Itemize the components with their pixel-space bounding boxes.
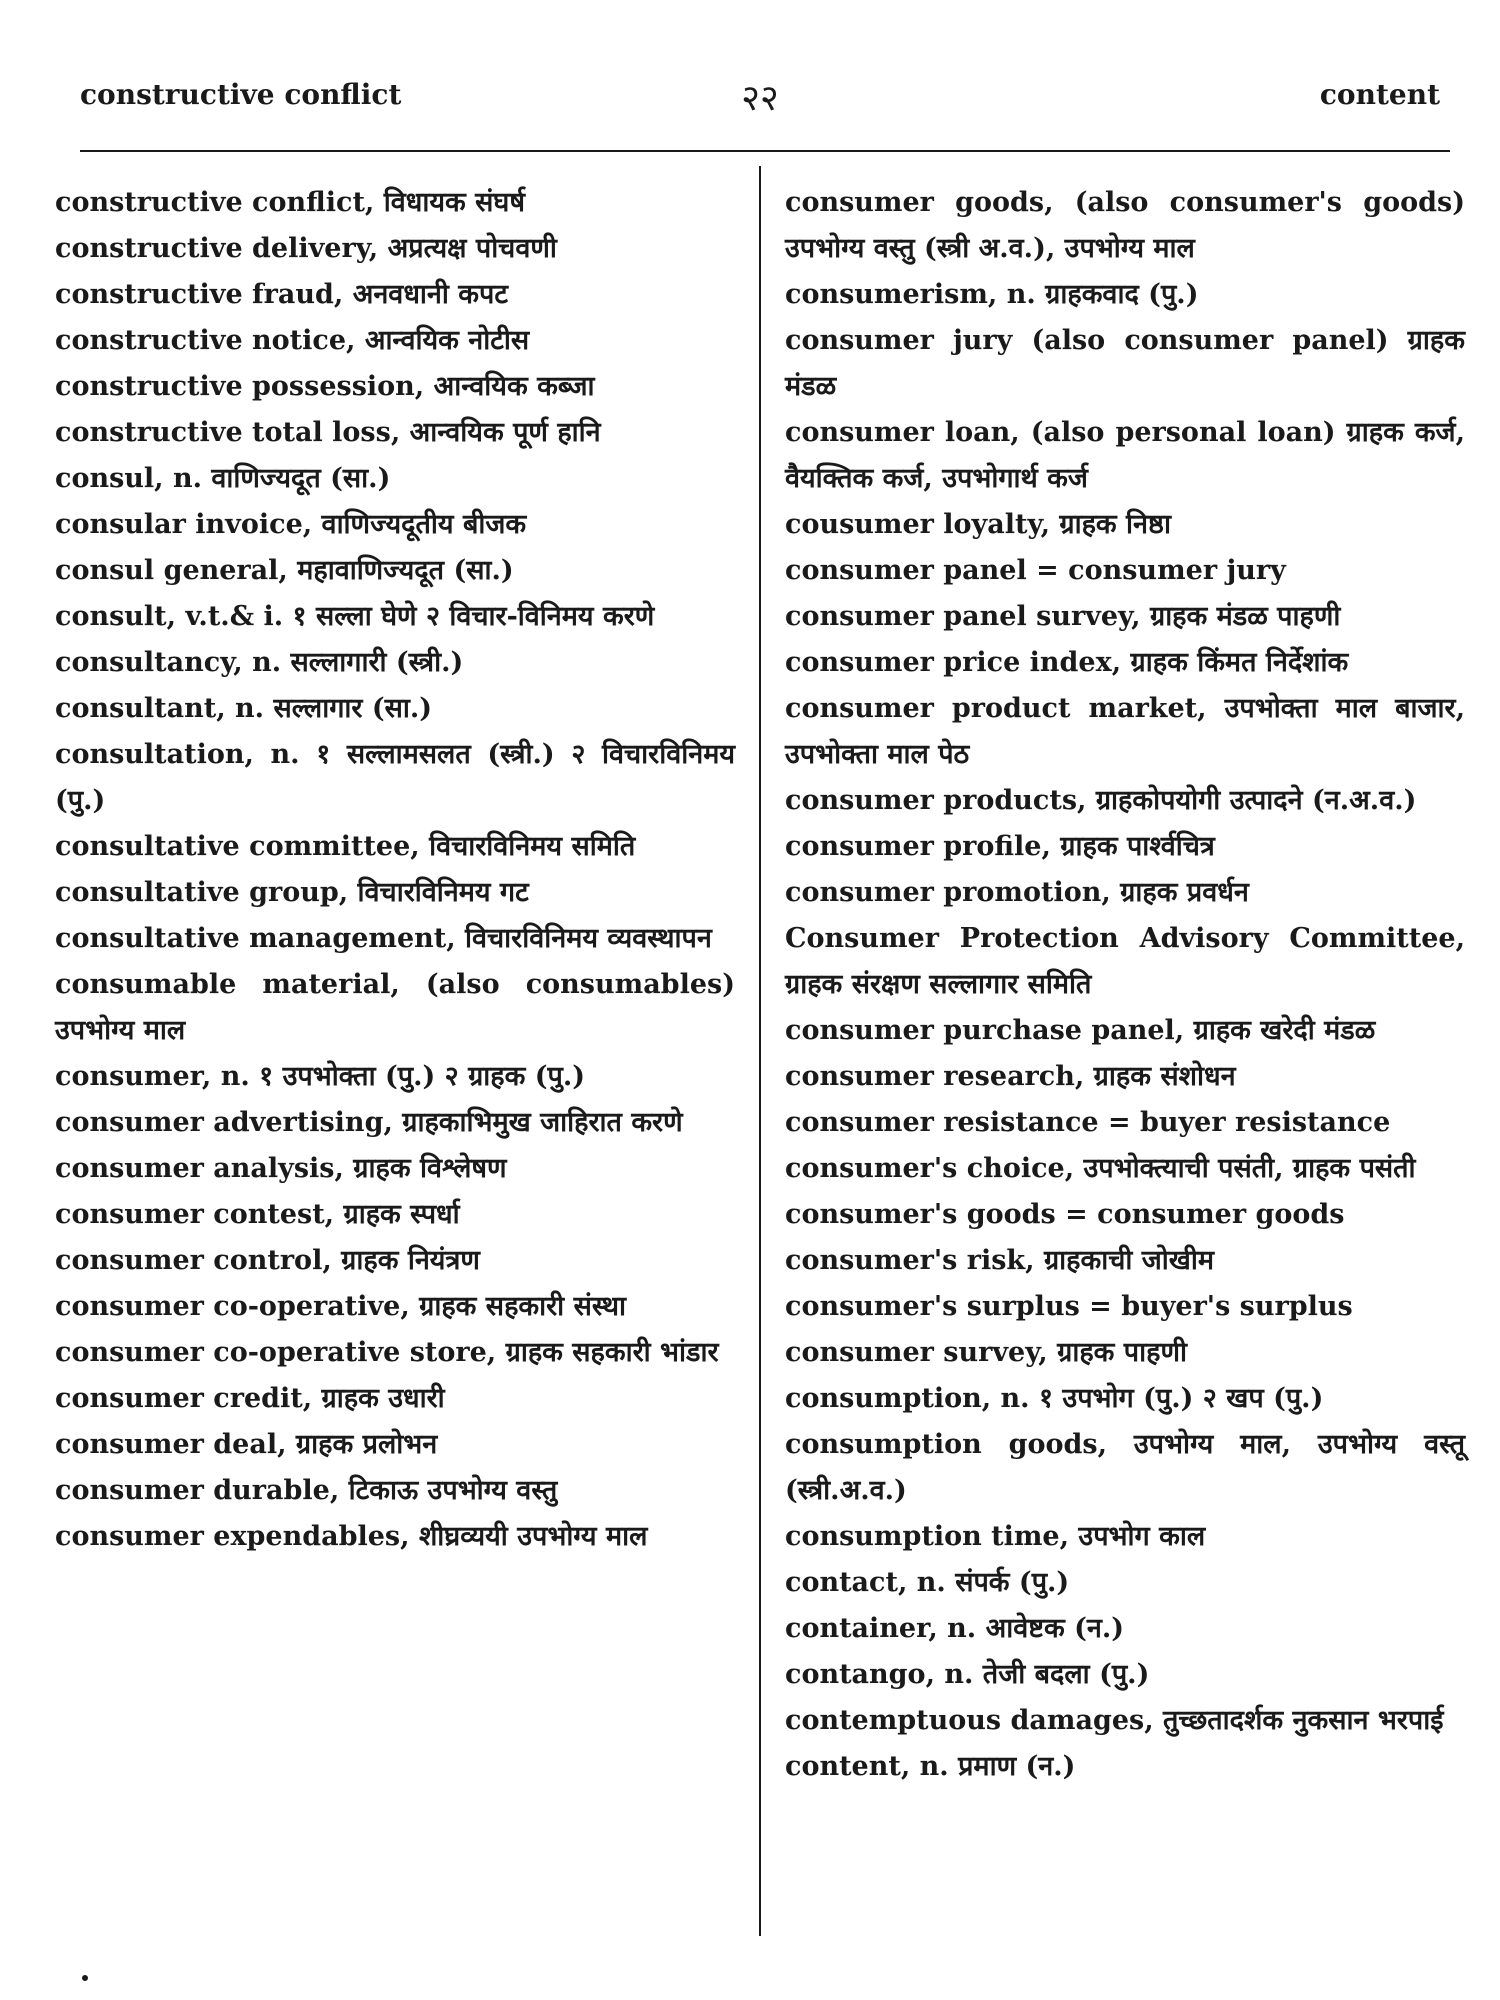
- dictionary-entry: [55, 916, 735, 962]
- entry-term: consumption time,: [785, 1521, 1070, 1552]
- entry-gloss: ग्राहक निष्ठा: [1049, 509, 1171, 540]
- entry-gloss: ग्राहक संरक्षण सल्लागार समिति: [785, 969, 1092, 1000]
- dictionary-entry: [785, 180, 1465, 272]
- entry-term: consumer durable,: [55, 1475, 340, 1506]
- dictionary-entry: [785, 686, 1465, 778]
- entry-term: contango,: [785, 1659, 935, 1690]
- dictionary-entry: [785, 1744, 1465, 1790]
- entry-term: consumer credit,: [55, 1383, 313, 1414]
- entry-term: constructive fraud,: [55, 279, 344, 310]
- dictionary-entry: [785, 1376, 1465, 1422]
- entry-gloss: = consumer goods: [1055, 1199, 1345, 1230]
- left-guide-word: constructive conflict: [80, 78, 402, 111]
- entry-term: consultative group,: [55, 877, 349, 908]
- entry-gloss: n. वाणिज्यदूत (सा.): [163, 463, 391, 494]
- entry-gloss: v.t.& i. १ सल्ला घेणे २ विचार-विनिमय करणे: [176, 601, 655, 632]
- entry-gloss: n. १ उपभोग (पु.) २ खप (पु.): [991, 1383, 1324, 1414]
- dictionary-entry: [785, 272, 1465, 318]
- entry-term: consumer goods,: [785, 187, 1054, 218]
- entry-term: consumer's risk,: [785, 1245, 1035, 1276]
- dictionary-entry: [55, 824, 735, 870]
- entry-gloss: n. १ उपभोक्ता (पु.) २ ग्राहक (पु.): [211, 1061, 586, 1092]
- dictionary-entry: [785, 778, 1465, 824]
- entry-term: constructive delivery,: [55, 233, 379, 264]
- dictionary-entry: [785, 1560, 1465, 1606]
- dictionary-entry: [785, 502, 1465, 548]
- dictionary-entry: [785, 1100, 1465, 1146]
- dictionary-entry: [55, 1330, 735, 1376]
- entry-term: consumerism,: [785, 279, 998, 310]
- dictionary-entry: [785, 916, 1465, 1008]
- entry-term: consult,: [55, 601, 177, 632]
- entry-gloss: n. १ सल्लामसलत (स्त्री.) २ विचारविनिमय (पु.): [55, 739, 735, 816]
- entry-term: consumer expendables,: [55, 1521, 410, 1552]
- dictionary-entry: [55, 1100, 735, 1146]
- entry-term: consumption,: [785, 1383, 992, 1414]
- entry-gloss: n. सल्लागार (सा.): [225, 693, 433, 724]
- entry-term: consumer jury: [785, 325, 1013, 356]
- dictionary-entry: [55, 1514, 735, 1560]
- entry-term: consumer deal,: [55, 1429, 287, 1460]
- entry-gloss: आन्वयिक कब्जा: [424, 371, 595, 402]
- dictionary-entry: [55, 226, 735, 272]
- entry-term: constructive conflict,: [55, 187, 375, 218]
- entry-gloss: अप्रत्यक्ष पोचवणी: [378, 233, 557, 264]
- entry-gloss: n. आवेष्टक (न.): [937, 1613, 1125, 1644]
- dictionary-entry: [785, 824, 1465, 870]
- entry-term: constructive notice,: [55, 325, 356, 356]
- dictionary-entry: [55, 456, 735, 502]
- entry-term: consular invoice,: [55, 509, 313, 540]
- entry-gloss: ग्राहक मंडळ पाहणी: [1140, 601, 1341, 632]
- dictionary-entry: [55, 502, 735, 548]
- entry-gloss: ग्राहक सहकारी भांडार: [496, 1337, 719, 1368]
- entry-gloss: आन्वयिक पूर्ण हानि: [400, 417, 601, 448]
- dictionary-entry: [785, 318, 1465, 410]
- entry-term: cousumer loyalty,: [785, 509, 1050, 540]
- entry-gloss: ग्राहकाभिमुख जाहिरात करणे: [392, 1107, 683, 1138]
- dictionary-entry: [55, 962, 735, 1054]
- dictionary-entry: [55, 318, 735, 364]
- entry-gloss: (also consumables) उपभोग्य माल: [55, 969, 735, 1046]
- entry-term: consumer panel survey,: [785, 601, 1141, 632]
- dictionary-entry: [55, 1238, 735, 1284]
- entry-term: consumer panel: [785, 555, 1027, 586]
- entry-term: consumption goods,: [785, 1429, 1107, 1460]
- entry-term: consumer's choice,: [785, 1153, 1075, 1184]
- dictionary-entry: [785, 548, 1465, 594]
- entry-gloss: = buyer's surplus: [1079, 1291, 1353, 1322]
- entry-gloss: विचारविनिमय गट: [348, 877, 529, 908]
- dictionary-entry: [785, 870, 1465, 916]
- dictionary-entry: [55, 1146, 735, 1192]
- entry-term: constructive possession,: [55, 371, 425, 402]
- dictionary-entry: [55, 640, 735, 686]
- entry-gloss: ग्राहकोपयोगी उत्पादने (न.अ.व.): [1086, 785, 1417, 816]
- right-guide-word: content: [1319, 78, 1440, 111]
- entry-term: consumer contest,: [55, 1199, 335, 1230]
- dictionary-entry: [785, 1054, 1465, 1100]
- column-divider: [759, 166, 761, 1936]
- entry-gloss: विधायक संघर्ष: [374, 187, 525, 218]
- entry-gloss: (also consumer's goods) उपभोग्य वस्तु (स्त्री अ.व.), उपभोग्य माल: [785, 187, 1465, 264]
- dictionary-entry: [785, 1330, 1465, 1376]
- entry-gloss: (also personal loan) ग्राहक कर्ज, वैयक्तिक कर्ज, उपभोगार्थ कर्ज: [785, 417, 1465, 494]
- entry-term: contact,: [785, 1567, 908, 1598]
- page-header: [80, 78, 1440, 128]
- entry-term: consul,: [55, 463, 164, 494]
- dictionary-entry: [55, 1284, 735, 1330]
- dictionary-entry: [55, 732, 735, 824]
- dictionary-entry: [785, 1652, 1465, 1698]
- right-column: [785, 180, 1465, 1790]
- entry-term: consumer survey,: [785, 1337, 1048, 1368]
- dictionary-entry: [785, 1008, 1465, 1054]
- entry-term: consumer price index,: [785, 647, 1122, 678]
- entry-term: consumer product market,: [785, 693, 1207, 724]
- entry-term: consumer analysis,: [55, 1153, 344, 1184]
- entry-term: consumer research,: [785, 1061, 1085, 1092]
- dictionary-entry: [55, 272, 735, 318]
- entry-gloss: ग्राहक विश्लेषण: [343, 1153, 507, 1184]
- left-column: [55, 180, 735, 1560]
- entry-gloss: ग्राहक प्रलोभन: [286, 1429, 438, 1460]
- entry-term: consul general,: [55, 555, 288, 586]
- dictionary-entry: [55, 1422, 735, 1468]
- entry-gloss: ग्राहक संशोधन: [1084, 1061, 1236, 1092]
- entry-gloss: विचारविनिमय व्यवस्थापन: [455, 923, 712, 954]
- entry-gloss: ग्राहक खरेदी मंडळ: [1184, 1015, 1376, 1046]
- entry-gloss: उपभोग्य माल, उपभोग्य वस्तू (स्त्री.अ.व.): [785, 1429, 1465, 1506]
- dictionary-entry: [55, 410, 735, 456]
- entry-term: consultative management,: [55, 923, 456, 954]
- dictionary-entry: [785, 1422, 1465, 1514]
- entry-gloss: ग्राहक उधारी: [312, 1383, 445, 1414]
- dictionary-entry: [55, 1192, 735, 1238]
- entry-term: consultative committee,: [55, 831, 420, 862]
- entry-gloss: n. संपर्क (पु.): [907, 1567, 1070, 1598]
- entry-term: consumer co-operative,: [55, 1291, 410, 1322]
- page-number: २२: [741, 78, 779, 119]
- dictionary-entry: [785, 594, 1465, 640]
- entry-term: consultancy,: [55, 647, 243, 678]
- entry-gloss: n. सल्लागारी (स्त्री.): [242, 647, 464, 678]
- dictionary-entry: [785, 1238, 1465, 1284]
- entry-gloss: = consumer jury: [1026, 555, 1286, 586]
- entry-gloss: टिकाऊ उपभोग्य वस्तु: [339, 1475, 558, 1506]
- entry-term: consumer's surplus: [785, 1291, 1080, 1322]
- entry-term: Consumer Protection Advisory Committee,: [785, 923, 1465, 954]
- entry-term: consumer's goods: [785, 1199, 1056, 1230]
- dictionary-entry: [785, 1146, 1465, 1192]
- dictionary-entry: [785, 1606, 1465, 1652]
- entry-term: consumer,: [55, 1061, 212, 1092]
- entry-gloss: ग्राहक पार्श्वचित्र: [1050, 831, 1215, 862]
- entry-term: consultant,: [55, 693, 226, 724]
- dictionary-entry: [55, 1468, 735, 1514]
- entry-term: content,: [785, 1751, 911, 1782]
- entry-gloss: = buyer resistance: [1098, 1107, 1391, 1138]
- entry-term: consumer resistance: [785, 1107, 1099, 1138]
- entry-term: container,: [785, 1613, 938, 1644]
- entry-term: consumer products,: [785, 785, 1087, 816]
- entry-term: consultation,: [55, 739, 254, 770]
- stray-ink-mark: [82, 1975, 88, 1981]
- entry-gloss: ग्राहक नियंत्रण: [331, 1245, 480, 1276]
- dictionary-entry: [55, 548, 735, 594]
- dictionary-entry: [55, 594, 735, 640]
- entry-gloss: शीघ्रव्ययी उपभोग्य माल: [409, 1521, 648, 1552]
- entry-gloss: विचारविनिमय समिति: [419, 831, 636, 862]
- entry-gloss: उपभोक्ता माल बाजार, उपभोक्ता माल पेठ: [785, 693, 1465, 770]
- entry-term: consumer profile,: [785, 831, 1051, 862]
- dictionary-entry: [55, 686, 735, 732]
- entry-term: contemptuous damages,: [785, 1705, 1154, 1736]
- dictionary-entry: [785, 1192, 1465, 1238]
- entry-gloss: उपभोक्त्याची पसंती, ग्राहक पसंती: [1074, 1153, 1416, 1184]
- entry-gloss: n. प्रमाण (न.): [910, 1751, 1076, 1782]
- dictionary-entry: [785, 1698, 1465, 1744]
- dictionary-entry: [785, 1284, 1465, 1330]
- dictionary-entry: [785, 1514, 1465, 1560]
- dictionary-entry: [55, 870, 735, 916]
- entry-term: consumable material,: [55, 969, 400, 1000]
- entry-term: consumer promotion,: [785, 877, 1111, 908]
- entry-gloss: ग्राहक स्पर्धा: [334, 1199, 460, 1230]
- entry-term: consumer purchase panel,: [785, 1015, 1185, 1046]
- dictionary-entry: [55, 1376, 735, 1422]
- entry-gloss: n. तेजी बदला (पु.): [934, 1659, 1150, 1690]
- entry-term: consumer loan,: [785, 417, 1020, 448]
- entry-gloss: ग्राहक सहकारी संस्था: [409, 1291, 627, 1322]
- entry-gloss: ग्राहक प्रवर्धन: [1110, 877, 1249, 908]
- entry-gloss: तुच्छतादर्शक नुकसान भरपाई: [1153, 1705, 1444, 1736]
- dictionary-entry: [55, 180, 735, 226]
- entry-gloss: वाणिज्यदूतीय बीजक: [312, 509, 527, 540]
- entry-gloss: ग्राहक किंमत निर्देशांक: [1121, 647, 1349, 678]
- entry-gloss: महावाणिज्यदूत (सा.): [287, 555, 514, 586]
- dictionary-entry: [785, 640, 1465, 686]
- header-rule: [80, 150, 1450, 152]
- dictionary-entry: [785, 410, 1465, 502]
- entry-term: consumer co-operative store,: [55, 1337, 497, 1368]
- entry-gloss: अनवधानी कपट: [343, 279, 508, 310]
- dictionary-entry: [55, 364, 735, 410]
- entry-term: consumer control,: [55, 1245, 332, 1276]
- entry-gloss: उपभोग काल: [1069, 1521, 1206, 1552]
- dictionary-entry: [55, 1054, 735, 1100]
- entry-term: consumer advertising,: [55, 1107, 393, 1138]
- entry-gloss: ग्राहक पाहणी: [1047, 1337, 1187, 1368]
- entry-gloss: आन्वयिक नोटीस: [355, 325, 530, 356]
- entry-term: constructive total loss,: [55, 417, 401, 448]
- entry-gloss: n. ग्राहकवाद (पु.): [997, 279, 1199, 310]
- entry-gloss: ग्राहकाची जोखीम: [1034, 1245, 1215, 1276]
- entry-gloss: (also consumer panel) ग्राहक मंडळ: [785, 325, 1465, 402]
